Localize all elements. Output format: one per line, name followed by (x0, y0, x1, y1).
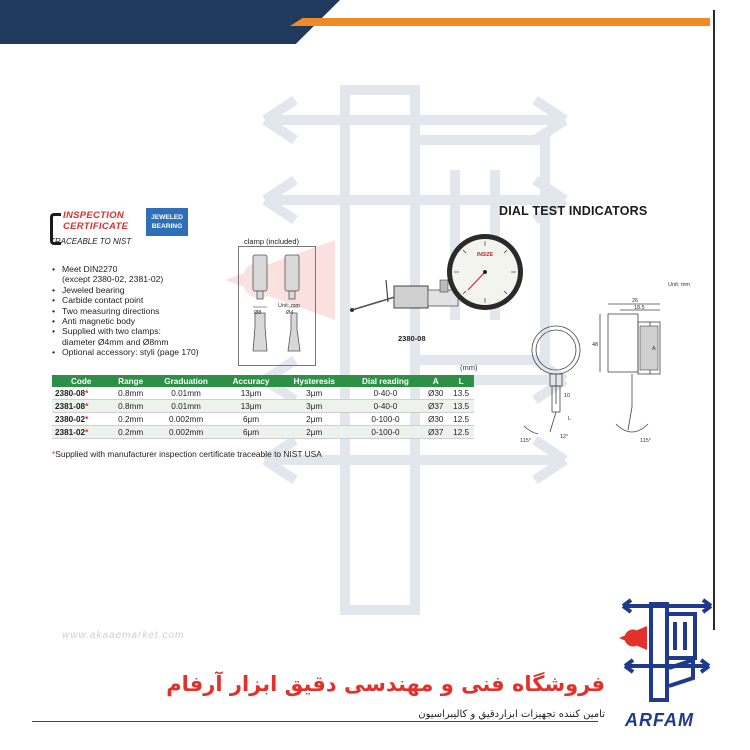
bullet-icon: • (52, 305, 56, 316)
cell-accuracy: 13μm (221, 400, 280, 413)
feature-text: Anti magnetic body (62, 316, 136, 327)
header-navy-bar (0, 0, 340, 44)
logo-line-certificate: CERTIFICATE (63, 221, 129, 232)
dial-brand: INSIZE (476, 252, 494, 258)
code-text: 2380-02 (55, 414, 86, 424)
arfam-logo-icon (617, 598, 715, 708)
feature-text: Meet DIN2270 (62, 264, 118, 274)
cell-l: 13.5 (448, 387, 474, 400)
dim-10: 10 (564, 393, 571, 399)
column-header: Dial reading (348, 375, 424, 387)
feature-item (52, 295, 199, 305)
dim-l: L (568, 416, 572, 422)
page-title: DIAL TEST INDICATORS (499, 204, 648, 218)
cell-accuracy: 13μm (221, 387, 280, 400)
badge-line-1: JEWELED (151, 214, 183, 221)
right-border-line (713, 10, 715, 630)
column-header: A (423, 375, 448, 387)
feature-item (52, 274, 199, 284)
cell-code (52, 413, 110, 426)
cell-a: Ø30 (423, 413, 448, 426)
column-header: Graduation (151, 375, 221, 387)
jeweled-bearing-badge (146, 208, 188, 236)
angle-r: 12° (560, 434, 569, 440)
faded-watermark-url: www.akaaemarket.com (62, 630, 185, 641)
column-header: Accuracy (221, 375, 280, 387)
feature-text: Carbide contact point (62, 295, 144, 306)
angle-left: 115° (520, 438, 531, 444)
logo-line-traceable: TRACEABLE TO NIST (50, 237, 132, 246)
feature-item (52, 285, 199, 295)
technical-drawing (520, 282, 702, 462)
cell-code (52, 387, 110, 400)
feature-item (52, 306, 199, 316)
cell-accuracy: 6μm (221, 426, 280, 439)
product-model-label: 2380-08 (398, 334, 426, 343)
table-row (52, 387, 474, 400)
table-body (52, 387, 474, 439)
feature-text: Two measuring directions (62, 305, 160, 316)
store-subtitle: تامین کننده تجهیزات ابزاردقیق و کالیبراسیون (418, 709, 605, 720)
clamp-diameter-4: Ø4 (286, 310, 294, 316)
clamp-illustration (238, 246, 316, 366)
dial-indicator-photo (340, 232, 530, 332)
code-text: 2380-08 (55, 388, 86, 398)
bullet-icon: • (52, 295, 56, 306)
cell-code (52, 426, 110, 439)
cell-range: 0.8mm (110, 387, 150, 400)
bullet-icon: • (52, 316, 56, 327)
dim-18-5: 18.5 (634, 305, 645, 311)
badge-line-2: BEARING (151, 223, 183, 230)
column-header: Code (52, 375, 110, 387)
feature-item (52, 347, 199, 357)
cell-dial: 0-40-0 (348, 400, 424, 413)
cell-hysteresis: 2μm (281, 413, 348, 426)
feature-item (52, 337, 199, 347)
feature-item (52, 316, 199, 326)
dim-26: 26 (632, 298, 639, 304)
code-star: * (85, 388, 89, 398)
cell-range: 0.8mm (110, 400, 150, 413)
cell-a: Ø37 (423, 400, 448, 413)
footnote-star: * (52, 449, 56, 459)
cell-range: 0.2mm (110, 426, 150, 439)
feature-item (52, 264, 199, 274)
clamp-unit-label: Unit: mm (278, 303, 300, 309)
cell-accuracy: 6μm (221, 413, 280, 426)
column-header: L (448, 375, 474, 387)
table-header-row (52, 375, 474, 387)
clamp-title: clamp (included) (244, 237, 300, 246)
code-star: * (85, 401, 89, 411)
code-star: * (85, 414, 89, 424)
column-header: Hysteresis (281, 375, 348, 387)
column-header: Range (110, 375, 150, 387)
footnote-text: Supplied with manufacturer inspection certificate traceable to NIST USA (55, 449, 322, 459)
bullet-icon: • (52, 284, 56, 295)
code-text: 2381-02 (55, 427, 86, 437)
cell-l: 12.5 (448, 426, 474, 439)
feature-item (52, 326, 199, 336)
table-row (52, 426, 474, 439)
table-unit-label: (mm) (460, 363, 478, 372)
bullet-icon: • (52, 264, 56, 274)
feature-text: (except 2380-02, 2381-02) (62, 274, 164, 285)
table-row (52, 413, 474, 426)
cell-hysteresis: 2μm (281, 426, 348, 439)
cell-dial: 0-100-0 (348, 426, 424, 439)
cell-dial: 0-40-0 (348, 387, 424, 400)
cell-range: 0.2mm (110, 413, 150, 426)
cell-hysteresis: 3μm (281, 400, 348, 413)
feature-text: Supplied with two clamps: (62, 326, 161, 337)
feature-text: Optional accessory: styli (page 170) (62, 347, 199, 358)
clamp-drawing (239, 247, 315, 365)
spec-table (52, 375, 474, 439)
store-title: فروشگاه فنی و مهندسی دقیق ابزار آرفام (166, 672, 605, 696)
dim-a: A (652, 346, 656, 352)
header-orange-stripe (290, 18, 710, 26)
dim-48: 48 (592, 342, 599, 348)
code-text: 2381-08 (55, 401, 86, 411)
cell-graduation: 0.01mm (151, 400, 221, 413)
bullet-icon: • (52, 326, 56, 337)
cell-l: 12.5 (448, 413, 474, 426)
arfam-logo-text: ARFAM (625, 710, 694, 730)
cell-graduation: 0.01mm (151, 387, 221, 400)
feature-text: diameter Ø4mm and Ø8mm (62, 336, 169, 347)
angle-right: 115° (640, 438, 651, 444)
footer-divider (32, 721, 598, 722)
code-star: * (85, 427, 89, 437)
logo-line-inspection: INSPECTION (63, 210, 125, 221)
cell-l: 13.5 (448, 400, 474, 413)
cell-dial: 0-100-0 (348, 413, 424, 426)
cell-code (52, 400, 110, 413)
cell-graduation: 0.002mm (151, 413, 221, 426)
clamp-diameter-8: Ø8 (254, 310, 262, 316)
cell-hysteresis: 3μm (281, 387, 348, 400)
cell-graduation: 0.002mm (151, 426, 221, 439)
drawing-unit-label: Unit: mm (668, 282, 690, 288)
footnote (52, 449, 322, 459)
feature-list (52, 264, 199, 358)
table-row (52, 400, 474, 413)
cell-a: Ø30 (423, 387, 448, 400)
inspection-certificate-logo (50, 210, 140, 250)
bullet-icon: • (52, 347, 56, 358)
cell-a: Ø37 (423, 426, 448, 439)
feature-text: Jeweled bearing (62, 284, 125, 295)
